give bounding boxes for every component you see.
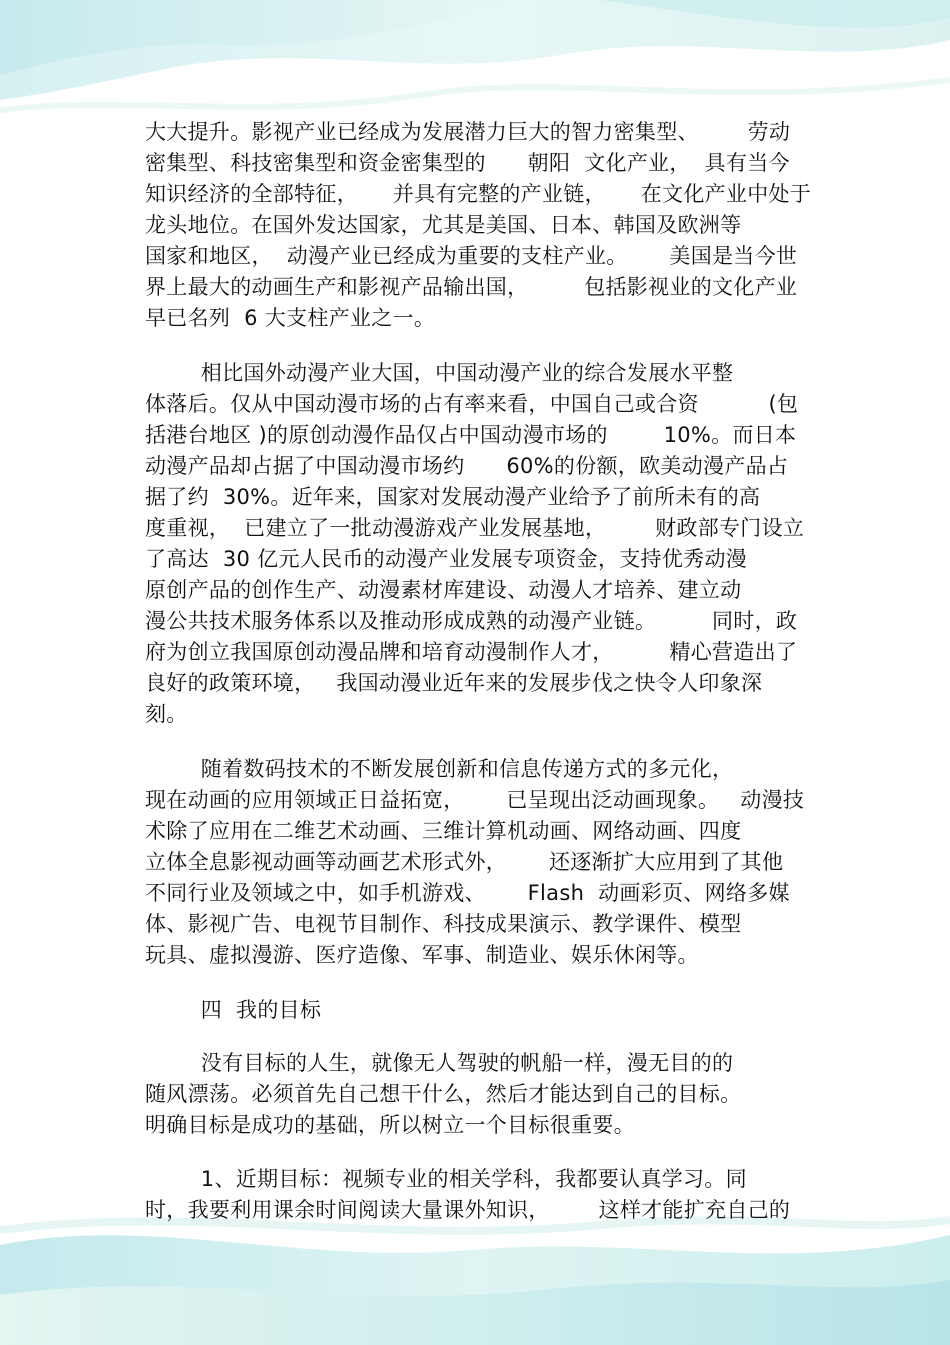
- text-line: 随着数码技术的不断发展创新和信息传递方式的多元化，: [145, 757, 734, 781]
- text-line: 据了约 30%。近年来，国家对发展动漫产业给予了前所未有的高: [145, 485, 761, 509]
- text-line: 立体全息影视动画等动画艺术形式外， 还逐渐扩大应用到了其他: [145, 850, 784, 874]
- text-line: 玩具、虚拟漫游、医疗造像、军事、制造业、娱乐休闲等。: [145, 943, 699, 967]
- text-line: 良好的政策环境， 我国动漫业近年来的发展步伐之快令人印象深: [145, 671, 763, 695]
- text-line: 时，我要利用课余时间阅读大量课外知识， 这样才能扩充自己的: [145, 1198, 791, 1222]
- text-line: 体落后。仅从中国动漫市场的占有率来看，中国自己或合资 (包: [145, 392, 799, 416]
- text-line: 漫公共技术服务体系以及推动形成成熟的动漫产业链。 同时，政: [145, 609, 798, 633]
- section-heading: 四 我的目标: [145, 998, 322, 1022]
- text-line: 府为创立我国原创动漫品牌和培育动漫制作人才， 精心营造出了: [145, 640, 798, 664]
- text-line: 1、近期目标：视频专业的相关学科，我都要认真学习。同: [145, 1167, 747, 1191]
- text-line: 知识经济的全部特征， 并具有完整的产业链， 在文化产业中处于: [145, 182, 812, 206]
- text-line: 体、影视广告、电视节目制作、科技成果演示、教学课件、模型: [145, 912, 742, 936]
- text-line: 密集型、科技密集型和资金密集型的 朝阳 文化产业， 具有当今: [145, 151, 790, 175]
- text-line: 相比国外动漫产业大国，中国动漫产业的综合发展水平整: [145, 361, 734, 385]
- text-line: 龙头地位。在国外发达国家，尤其是美国、日本、韩国及欧洲等: [145, 213, 742, 237]
- text-line: 刻。: [145, 702, 188, 726]
- text-line: 界上最大的动画生产和影视产品输出国， 包括影视业的文化产业: [145, 275, 798, 299]
- text-line: 原创产品的创作生产、动漫素材库建设、动漫人才培养、建立动: [145, 578, 742, 602]
- text-line: 括港台地区 )的原创动漫作品仅占中国动漫市场的 10%。而日本: [145, 423, 797, 447]
- text-line: 国家和地区， 动漫产业已经成为重要的支柱产业。 美国是当今世: [145, 244, 798, 268]
- text-line: 明确目标是成功的基础，所以树立一个目标很重要。: [145, 1113, 635, 1137]
- text-line: 了高达 30 亿元人民币的动漫产业发展专项资金，支持优秀动漫: [145, 547, 748, 571]
- text-line: 随风漂荡。必须首先自己想干什么，然后才能达到自己的目标。: [145, 1082, 742, 1106]
- text-line: 术除了应用在二维艺术动画、三维计算机动画、网络动画、四度: [145, 819, 742, 843]
- text-line: 不同行业及领域之中，如手机游戏、 Flash 动画彩页、网络多媒: [145, 881, 790, 905]
- text-line: 现在动画的应用领域正日益拓宽， 已呈现出泛动画现象。 动漫技: [145, 788, 805, 812]
- text-line: 没有目标的人生，就像无人驾驶的帆船一样，漫无目的的: [145, 1051, 734, 1075]
- text-line: 动漫产品却占据了中国动漫市场约 60%的份额，欧美动漫产品占: [145, 454, 789, 478]
- text-line: 度重视， 已建立了一批动漫游戏产业发展基地， 财政部专门设立: [145, 516, 805, 540]
- text-line: 大大提升。影视产业已经成为发展潜力巨大的智力密集型、 劳动: [145, 120, 791, 144]
- text-line: 早已名列 6 大支柱产业之一。: [145, 306, 436, 330]
